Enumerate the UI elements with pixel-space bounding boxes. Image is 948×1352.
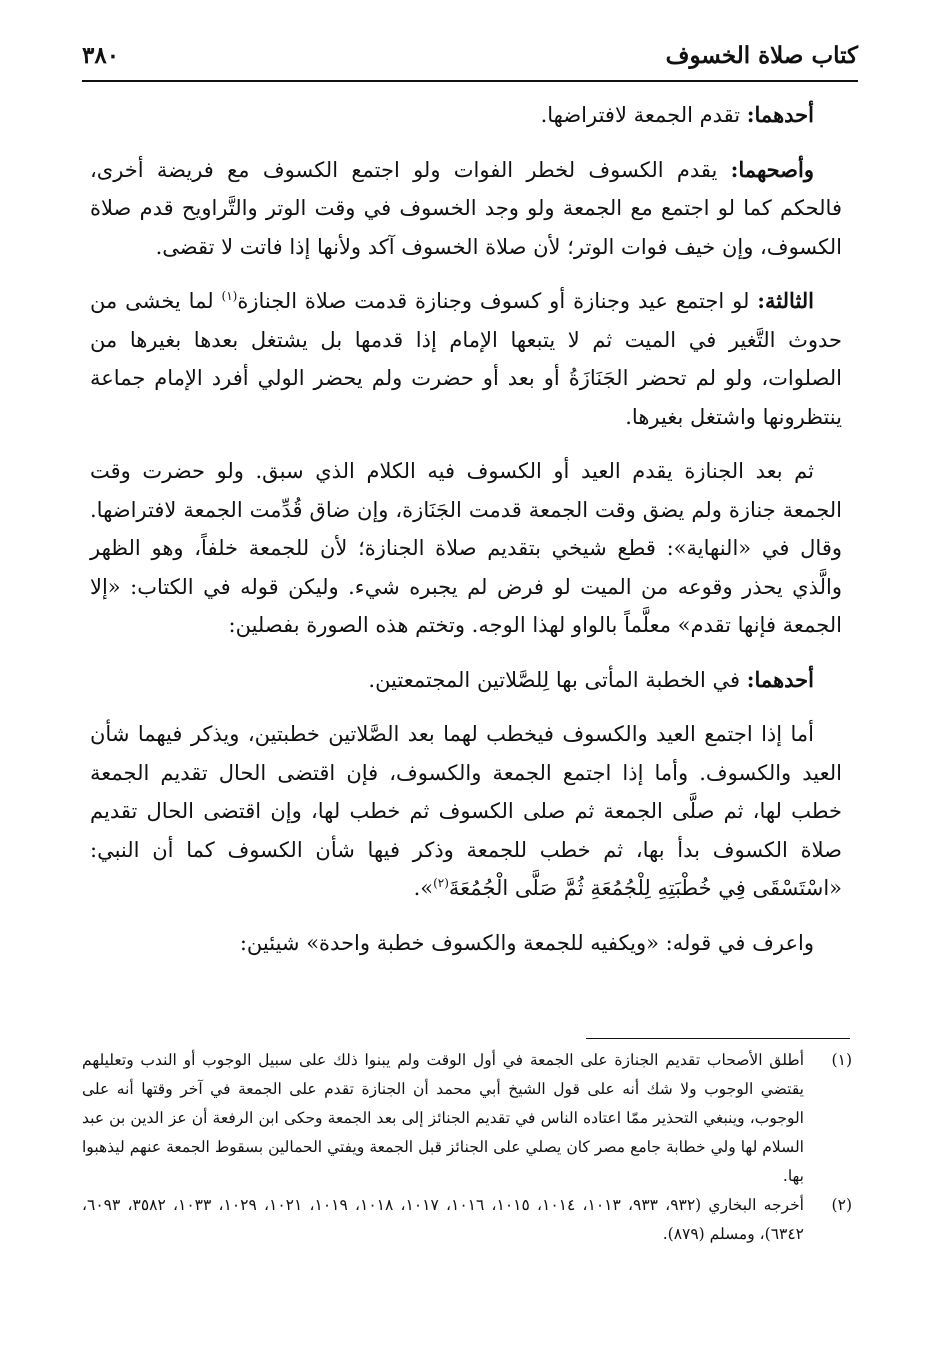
- paragraph-text: تقدم الجمعة لافتراضها.: [540, 103, 747, 127]
- paragraph-text: أما إذا اجتمع العيد والكسوف فيخطب لهما بعد الصَّلاتين خطبتين، ويذكر فيهما شأن العيد والكسوف. وأما إذا اجتمع الجمعة والكسوف، فإن اقتضى الحال تقديم الجمعة خطب لها، ثم صلَّى الجمعة ثم صلى الكسوف ثم خطب لها، وإن اقتضى الحال تقديم صلاة الكسوف بدأ بها، ثم خطب للجمعة وذكر فيها شأن الكسوف كما أن النبي: «اسْتَسْقَى فِي خُطْبَتِهِ لِلْجُمُعَةِ ثُمَّ صَلَّى الْجُمُعَةَ: [90, 722, 842, 900]
- footnotes: [82, 1046, 852, 1249]
- paragraph-text: في الخطبة المأتى بها لِلصَّلاتين المجتمعتين.: [368, 667, 747, 692]
- running-header: [82, 30, 858, 80]
- paragraph-text: لو اجتمع عيد وجنازة أو كسوف وجنازة قدمت صلاة الجنازة: [237, 289, 758, 313]
- paragraph-text: يقدم الكسوف لخطر الفوات ولو اجتمع الكسوف مع فريضة أخرى، فالحكم كما لو اجتمع مع الجمعة ولو وجد الخسوف في وقت الوتر والتَّراويح قدم صلاة الكسوف، وإن خيف فوات الوتر؛ لأن صلاة الخسوف آكد ولأنها إذا فاتت لا تقضى.: [90, 157, 842, 259]
- paragraph-text: ».: [413, 876, 434, 900]
- paragraph: [90, 452, 842, 645]
- paragraph-lead: وأصحهما:: [730, 156, 814, 182]
- paragraph: [90, 924, 842, 963]
- footnote-ref[interactable]: (٢): [433, 876, 449, 890]
- paragraph-text: لما يخشى من حدوث التَّغير في الميت ثم لا يتبعها الإمام إذا قدمها بل يشتغل بعدها بغيرها من الصلوات، ولو لم تحضر الجَنَازَةُ أو بعد أو حضرت ولم يحضر الولي أفرد الإمام جماعة ينتظرونها واشتغل بغيرها.: [90, 289, 842, 429]
- book-title: كتاب صلاة الخسوف: [665, 41, 858, 69]
- paragraph-text: ثم بعد الجنازة يقدم العيد أو الكسوف فيه الكلام الذي سبق. ولو حضرت وقت الجمعة جنازة ولم يضق وقت الجمعة قدمت الجَنَازة، وإن ضاق قُدِّمت الجمعة لافتراضها. وقال في «النهاية»: قطع شيخي بتقديم صلاة الجنازة؛ لأن للجمعة خلفاً، وهو الظهر والَّذي يحذر وقوعه من الميت لو فرض لم يجبره شيء. وليكن قوله في الكتاب: «إلا الجمعة فإنها تقدم» معلَّماً بالواو لهذا الوجه. وتختم هذه الصورة بفصلين:: [90, 459, 842, 637]
- page-number: ٣٨٠: [82, 41, 120, 69]
- paragraph: [90, 96, 842, 135]
- paragraph: [90, 282, 842, 436]
- footnote-divider: [586, 1038, 850, 1039]
- footnote-number: (٢): [831, 1196, 852, 1214]
- main-text: [90, 96, 842, 978]
- footnote: [82, 1046, 852, 1191]
- footnote-text: أخرجه البخاري (٩٣٢، ٩٣٣، ١٠١٣، ١٠١٤، ١٠١٥، ١٠١٦، ١٠١٧، ١٠١٨، ١٠١٩، ١٠٢١، ١٠٢٩، ١٠٣٣، ٣٥٨٢، ٦٠٩٣، ٦٣٤٢)، ومسلم (٨٧٩).: [82, 1196, 804, 1243]
- paragraph-lead: أحدهما:: [746, 666, 814, 692]
- footnote-number: (١): [831, 1051, 852, 1069]
- footnote-text: أطلق الأصحاب تقديم الجنازة على الجمعة في أول الوقت ولم يبنوا ذلك على سبيل الوجوب أو الندب وتعليلهم يقتضي الوجوب ولا شك أنه على قول الشيخ أبي محمد أن الجنازة تقدم على الجمعة في آخر وقتها أنه على الوجوب، وينبغي التحذير ممّا اعتاده الناس في تقديم الجنائز إلى بعد الجمعة وحكى ابن الرفعة أن عز الدين بن عبد السلام لها ولي خطابة جامع مصر كان يصلي على الجنائز قبل الجمعة ويفتي الحمالين بسقوط الجمعة عنهم ليذهبوا بها.: [82, 1051, 804, 1185]
- footnote-ref[interactable]: (١): [221, 289, 238, 303]
- paragraph: [90, 715, 842, 908]
- paragraph: [90, 151, 842, 267]
- paragraph-text: واعرف في قوله: «ويكفيه للجمعة والكسوف خطبة واحدة» شيئين:: [239, 930, 814, 955]
- paragraph-lead: أحدهما:: [746, 102, 814, 127]
- header-divider: [82, 80, 858, 82]
- paragraph: [90, 661, 842, 700]
- footnote: [82, 1191, 852, 1249]
- paragraph-lead: الثالثة:: [757, 288, 815, 313]
